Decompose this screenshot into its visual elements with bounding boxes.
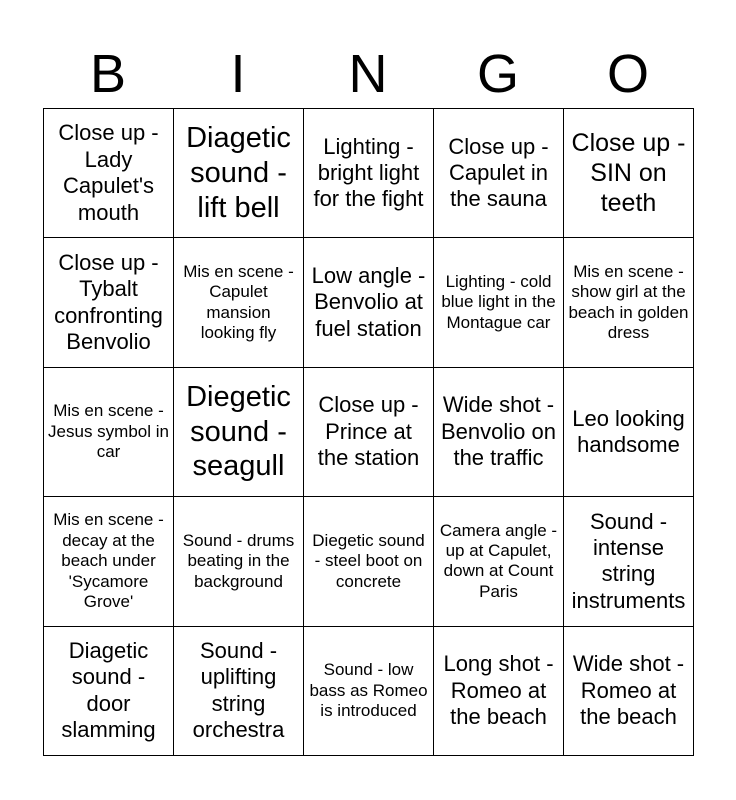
- bingo-cell[interactable]: Lighting - cold blue light in the Montague car: [434, 238, 564, 367]
- bingo-cell[interactable]: Diagetic sound - door slamming: [44, 626, 174, 755]
- bingo-cell[interactable]: Sound - drums beating in the background: [174, 497, 304, 626]
- bingo-cell[interactable]: Mis en scene - decay at the beach under 'Sycamore Grove': [44, 497, 174, 626]
- bingo-grid: [43, 108, 694, 756]
- header-letter-n: N: [348, 44, 388, 104]
- bingo-cell[interactable]: Lighting - bright light for the fight: [304, 109, 434, 238]
- bingo-cell[interactable]: Diagetic sound - lift bell: [174, 109, 304, 238]
- bingo-cell[interactable]: Camera angle - up at Capulet, down at Count Paris: [434, 497, 564, 626]
- bingo-cell[interactable]: Wide shot - Romeo at the beach: [564, 626, 694, 755]
- grid-row: [44, 626, 694, 755]
- bingo-cell[interactable]: Close up - SIN on teeth: [564, 109, 694, 238]
- bingo-cell[interactable]: Wide shot - Benvolio on the traffic: [434, 367, 564, 496]
- bingo-cell[interactable]: Sound - uplifting string orchestra: [174, 626, 304, 755]
- bingo-header: [43, 40, 693, 108]
- grid-row: [44, 497, 694, 626]
- bingo-cell[interactable]: Mis en scene - Capulet mansion looking fly: [174, 238, 304, 367]
- bingo-cell[interactable]: Leo looking handsome: [564, 367, 694, 496]
- bingo-cell[interactable]: Close up - Capulet in the sauna: [434, 109, 564, 238]
- header-letter-b: B: [89, 44, 127, 104]
- grid-row: [44, 367, 694, 496]
- grid-row: [44, 109, 694, 238]
- grid-row: [44, 238, 694, 367]
- bingo-cell[interactable]: Long shot - Romeo at the beach: [434, 626, 564, 755]
- header-letter-g: G: [476, 44, 519, 104]
- bingo-cell[interactable]: Mis en scene - show girl at the beach in golden dress: [564, 238, 694, 367]
- header-letter-o: O: [606, 44, 649, 104]
- bingo-cell[interactable]: Close up - Prince at the station: [304, 367, 434, 496]
- bingo-cell[interactable]: Diegetic sound - steel boot on concrete: [304, 497, 434, 626]
- header-letter-i: I: [230, 44, 246, 104]
- bingo-cell[interactable]: Sound - low bass as Romeo is introduced: [304, 626, 434, 755]
- bingo-cell[interactable]: Low angle - Benvolio at fuel station: [304, 238, 434, 367]
- bingo-cell[interactable]: Sound - intense string instruments: [564, 497, 694, 626]
- bingo-cell[interactable]: Close up - Lady Capulet's mouth: [44, 109, 174, 238]
- bingo-cell[interactable]: Diegetic sound - seagull: [174, 367, 304, 496]
- bingo-cell[interactable]: Mis en scene - Jesus symbol in car: [44, 367, 174, 496]
- bingo-cell[interactable]: Close up - Tybalt confronting Benvolio: [44, 238, 174, 367]
